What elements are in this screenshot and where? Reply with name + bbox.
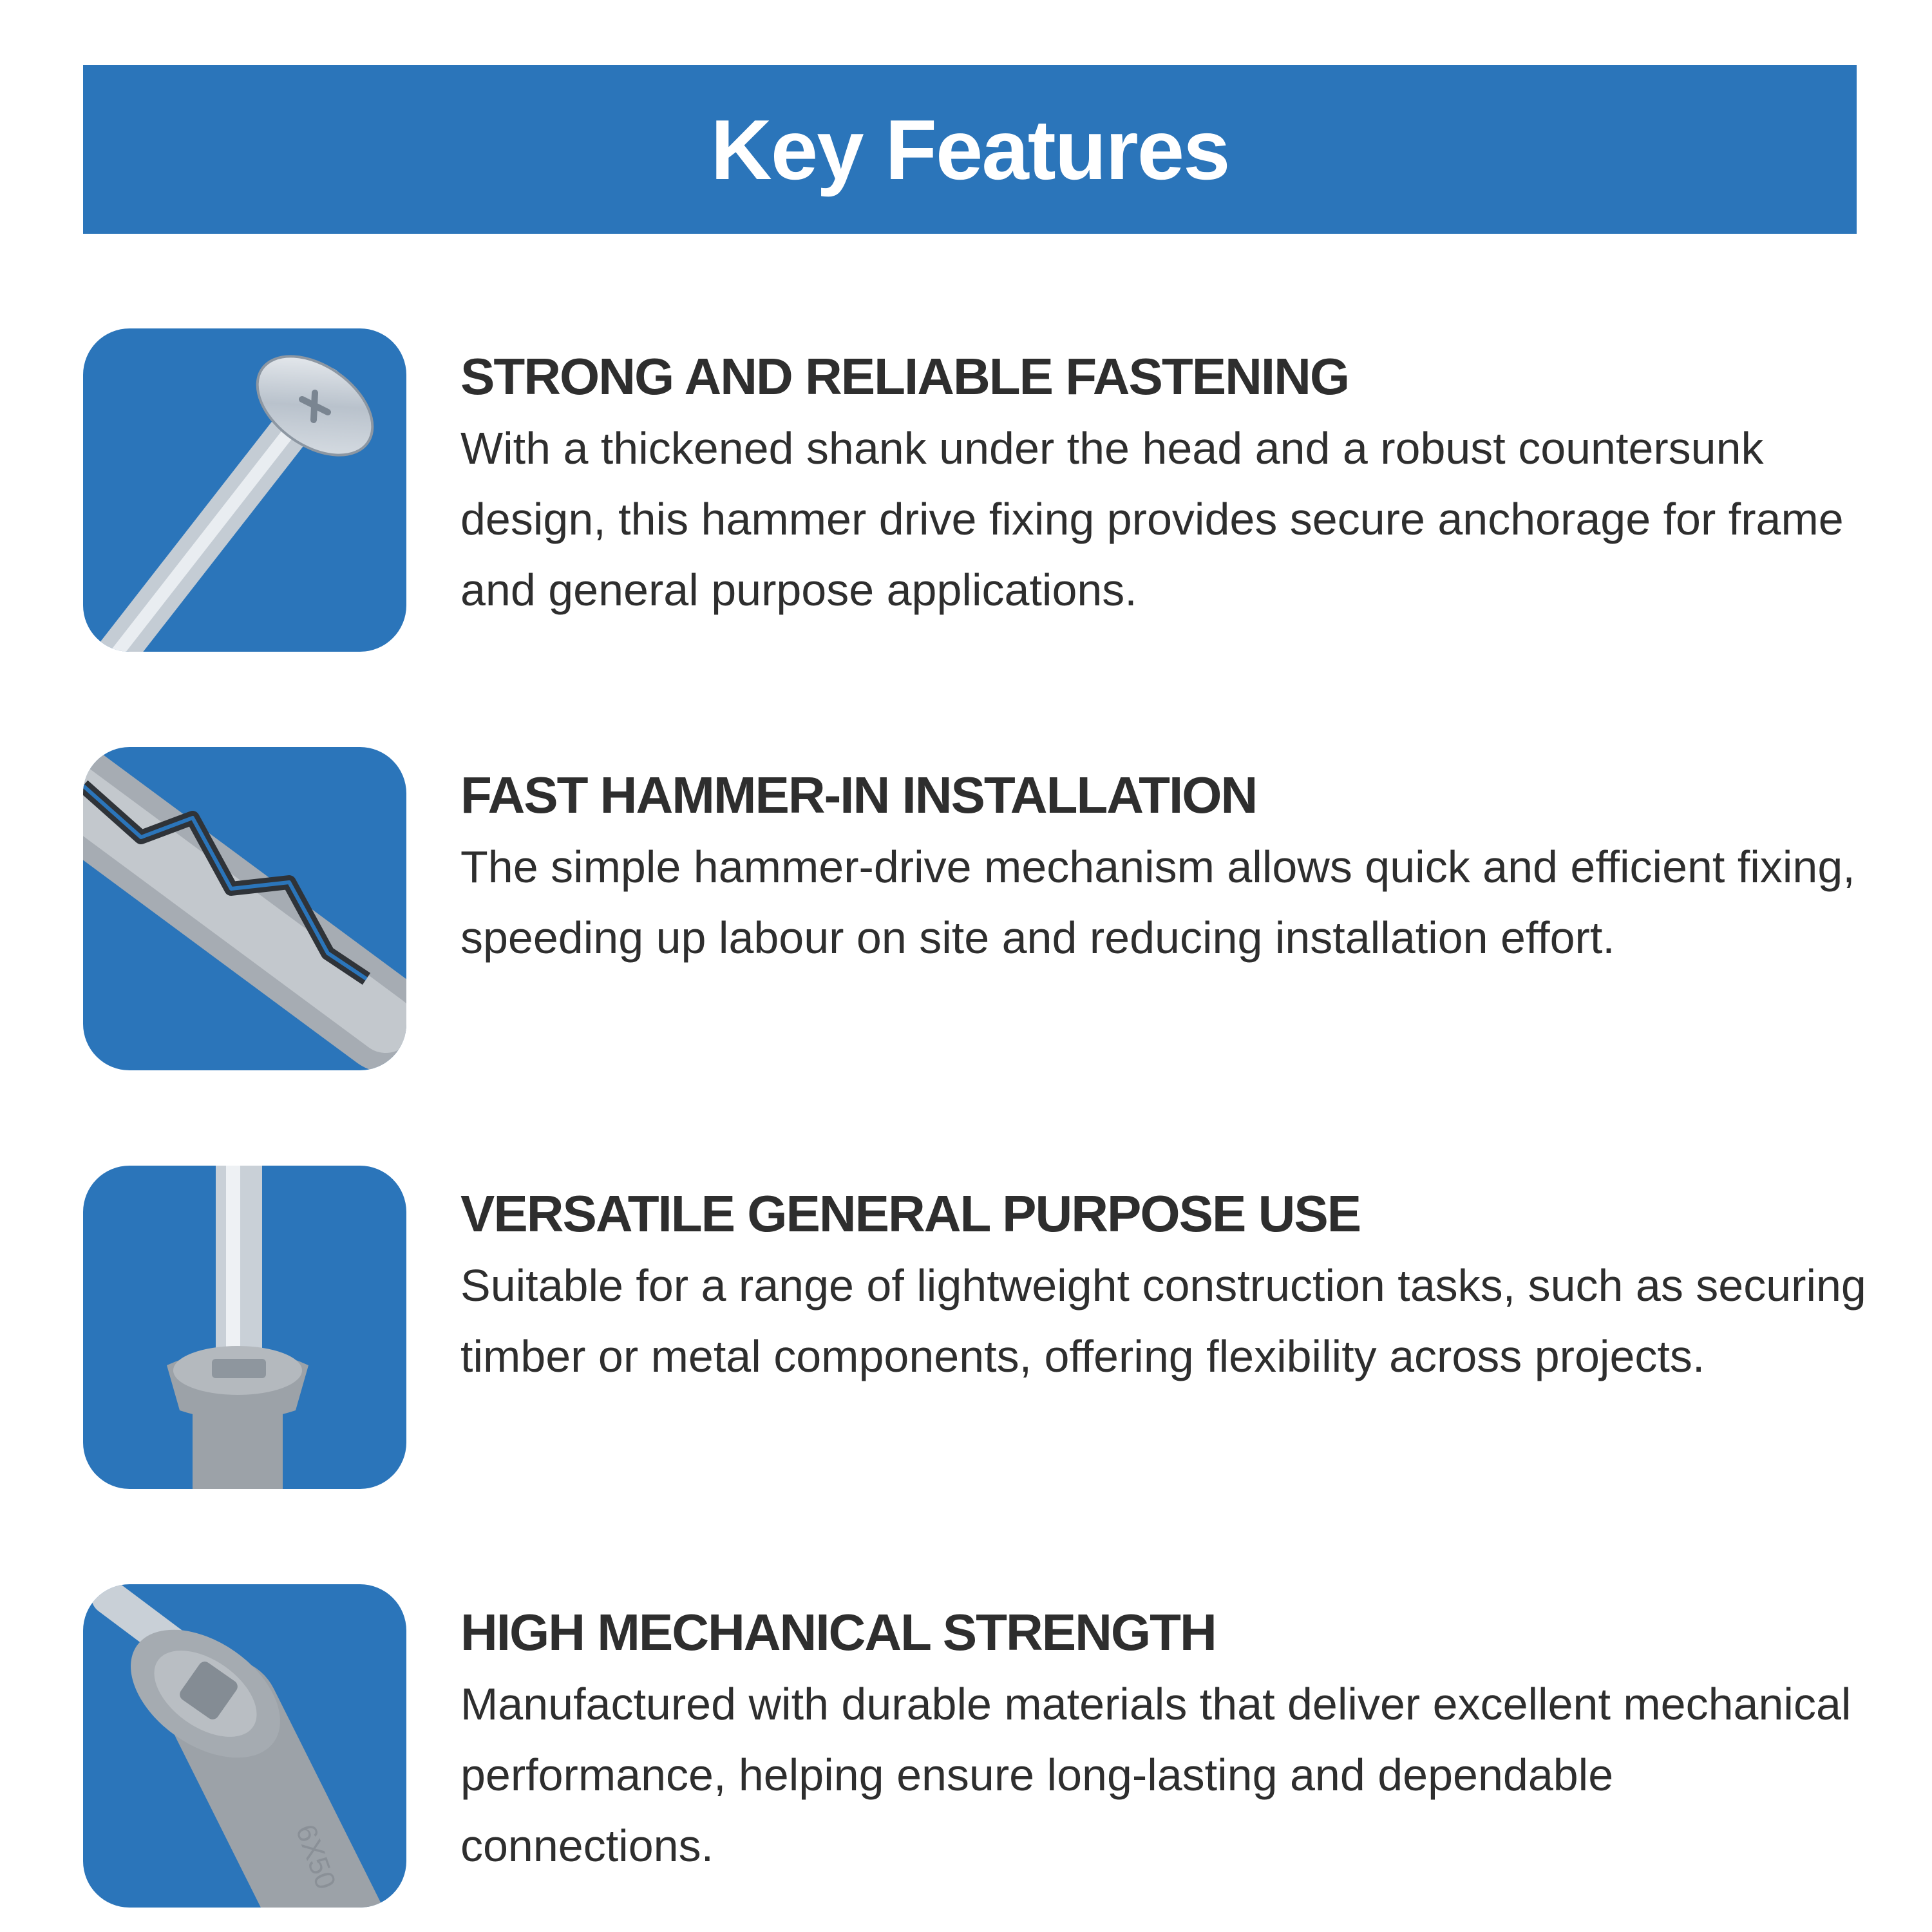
- expansion-sleeve-image: [83, 747, 406, 1070]
- title-banner: [83, 65, 1857, 234]
- sleeve-head-image: [83, 1584, 406, 1908]
- feature-description: With a thickened shank under the head and a robust countersunk design, this hammer drive fixing provides secure anchorage for frame and general purpose applications.: [460, 423, 1844, 615]
- feature-title: FAST HAMMER-IN INSTALLATION: [460, 766, 1257, 824]
- feature-title: STRONG AND RELIABLE FASTENING: [460, 348, 1349, 405]
- feature-description: Suitable for a range of lightweight construction tasks, such as securing timber or metal components, offering flexibility across projects.: [460, 1260, 1866, 1381]
- feature-title: VERSATILE GENERAL PURPOSE USE: [460, 1185, 1361, 1242]
- feature-description: The simple hammer-drive mechanism allows quick and efficient fixing, speeding up labour on site and reducing installation effort.: [460, 842, 1855, 963]
- sleeve-marking: 6X50: [289, 1820, 342, 1893]
- page-title: Key Features: [710, 102, 1229, 197]
- feature-description: Manufactured with durable materials that deliver excellent mechanical performance, helping ensure long-lasting and dependable connections.: [460, 1679, 1852, 1871]
- collar-nail-image: [83, 1166, 406, 1489]
- screw-head-image: [83, 328, 406, 652]
- feature-title: HIGH MECHANICAL STRENGTH: [460, 1604, 1216, 1661]
